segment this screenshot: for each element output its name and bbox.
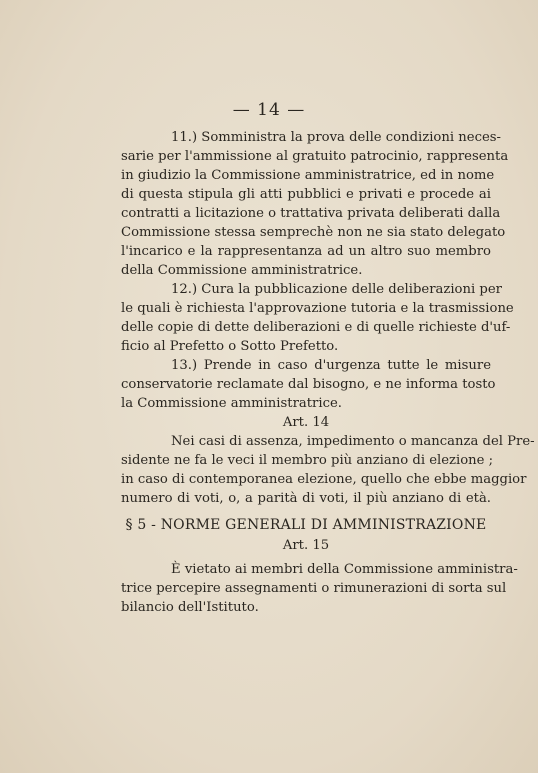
article-15-heading: Art. 15 [282, 538, 330, 553]
paragraph-line: la Commissione amministratrice. [121, 396, 342, 411]
section-5-heading: § 5 - NORME GENERALI DI AMMINISTRAZIONE [125, 517, 487, 533]
text-body [121, 128, 535, 617]
paragraph-line: bilancio dell'Istituto. [121, 600, 259, 615]
paragraph-line: sarie per l'ammissione al gratuito patrocinio, rappresenta [121, 149, 509, 164]
paragraph-line: È vietato ai membri della Commissione amministra- [171, 562, 518, 577]
paragraph-line: delle copie di dette deliberazioni e di quelle richieste d'uf- [121, 320, 511, 335]
paragraph-line: in giudizio la Commissione amministratrice, ed in nome [121, 168, 495, 183]
paragraph-line: di questa stipula gli atti pubblici e privati e procede ai [121, 187, 491, 202]
paragraph-line: 12.) Cura la pubblicazione delle deliberazioni per [171, 282, 502, 297]
paragraph-line: le quali è richiesta l'approvazione tutoria e la trasmissione [121, 301, 514, 316]
item-12 [121, 280, 514, 356]
paragraph-line: ficio al Prefetto o Sotto Prefetto. [121, 339, 339, 354]
item-13 [121, 356, 496, 413]
paragraph-line: 13.) Prende in caso d'urgenza tutte le misure [171, 358, 491, 373]
paragraph-line: numero di voti, o, a parità di voti, il più anziano di età. [121, 491, 491, 506]
paragraph-line: conservatorie reclamate dal bisogno, e ne informa tosto [121, 377, 496, 392]
article-14-text [121, 432, 535, 508]
paragraph-line: 11.) Somministra la prova delle condizioni neces- [171, 130, 501, 145]
paragraph-line: trice percepire assegnamenti o rimunerazioni di sorta sul [121, 581, 507, 596]
item-11 [121, 128, 509, 280]
paragraph-line: della Commissione amministratrice. [121, 263, 363, 278]
paragraph-line: l'incarico e la rappresentanza ad un altro suo membro [121, 244, 491, 259]
article-14-heading: Art. 14 [282, 415, 330, 430]
paragraph-line: sidente ne fa le veci il membro più anziano di elezione ; [121, 453, 494, 468]
paragraph-line: contratti a licitazione o trattativa privata deliberati dalla [121, 206, 501, 221]
paragraph-line: in caso di contemporanea elezione, quello che ebbe maggior [121, 472, 527, 487]
page-number: — 14 — [232, 100, 306, 120]
paragraph-line: Commissione stessa semprechè non ne sia stato delegato [121, 225, 506, 240]
article-15-text [121, 560, 518, 617]
paragraph-line: Nei casi di assenza, impedimento o mancanza del Pre- [171, 434, 535, 449]
